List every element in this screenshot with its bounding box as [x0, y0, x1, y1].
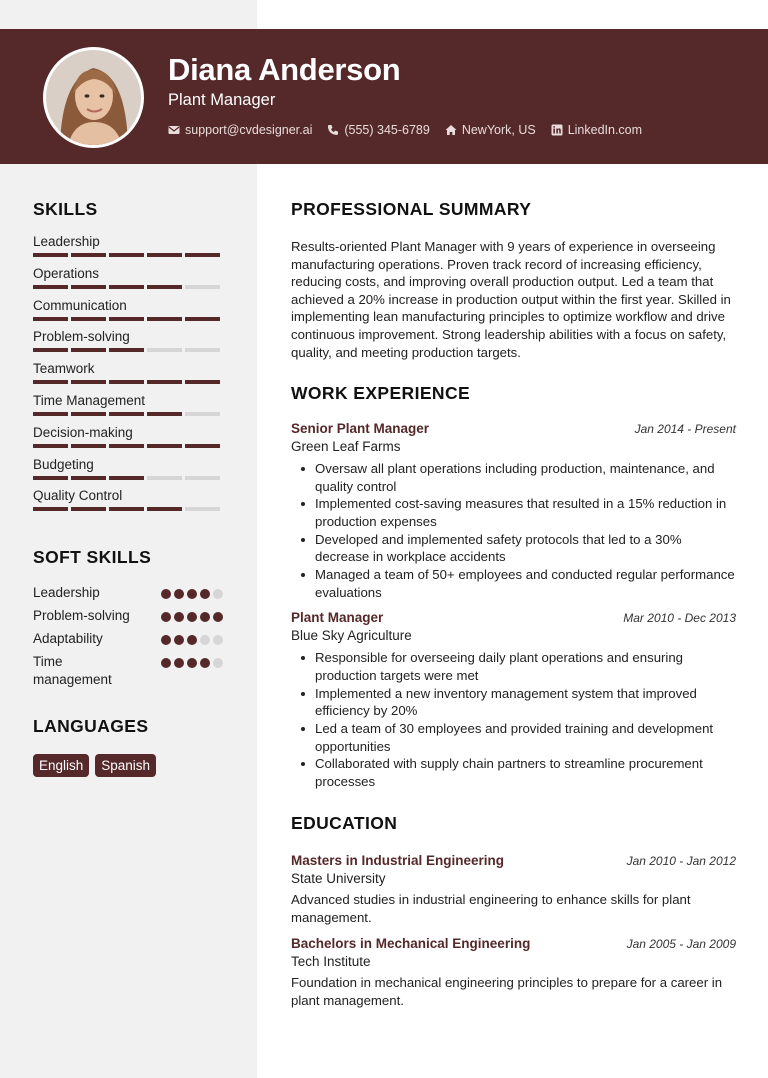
education-description: Foundation in mechanical engineering principles to prepare for a career in plant management. — [291, 975, 723, 1008]
rating-dot — [187, 658, 197, 668]
skill-level-segment — [109, 380, 144, 384]
job-bullet: Oversaw all plant operations including production, maintenance, and quality control — [291, 460, 736, 495]
skill-level-segment — [185, 253, 220, 257]
education-section — [291, 813, 736, 1009]
skill-level-segment — [109, 476, 144, 480]
skill-level-bars — [33, 380, 223, 384]
skills-section — [33, 199, 223, 520]
skill-item — [33, 488, 223, 520]
skill-level-segment — [147, 253, 182, 257]
experience-title: WORK EXPERIENCE — [291, 383, 471, 403]
skill-level-segment — [33, 476, 68, 480]
rating-dot — [187, 612, 197, 622]
job-bullets — [291, 460, 736, 601]
contact-linkedin-text: LinkedIn.com — [567, 123, 643, 137]
soft-skills-section — [33, 547, 223, 694]
skill-level-segment — [33, 253, 68, 257]
job-entry — [291, 610, 736, 790]
contact-linkedin[interactable] — [551, 123, 642, 137]
phone-icon — [327, 124, 339, 136]
soft-skill-dots — [161, 589, 223, 599]
contact-location — [445, 123, 536, 137]
skill-level-segment — [109, 507, 144, 511]
skill-label: Leadership — [33, 234, 100, 249]
education-date: Jan 2005 - Jan 2009 — [626, 937, 736, 952]
skill-item — [33, 298, 223, 330]
languages-section — [33, 716, 233, 777]
skills-list — [33, 234, 223, 520]
contact-phone-text: (555) 345-6789 — [344, 123, 430, 137]
skill-level-segment — [109, 285, 144, 289]
skill-level-segment — [33, 507, 68, 511]
summary-title: PROFESSIONAL SUMMARY — [291, 199, 532, 219]
skill-level-bars — [33, 444, 223, 448]
skills-title: SKILLS — [33, 199, 98, 219]
skill-level-bars — [33, 412, 223, 416]
soft-skill-label: Adaptability — [33, 631, 103, 646]
skill-item — [33, 361, 223, 393]
soft-skill-label: Time management — [33, 654, 112, 687]
skill-level-segment — [147, 317, 182, 321]
soft-skill-item — [33, 653, 223, 689]
skill-level-segment — [33, 317, 68, 321]
job-bullet: Managed a team of 50+ employees and conducted regular performance evaluations — [291, 566, 736, 601]
skill-level-bars — [33, 507, 223, 511]
job-bullet: Led a team of 30 employees and provided training and development opportunities — [291, 720, 736, 755]
skill-label: Budgeting — [33, 456, 94, 472]
soft-skills-list — [33, 584, 223, 689]
rating-dot — [200, 658, 210, 668]
skill-level-segment — [71, 348, 106, 352]
skill-level-segment — [71, 285, 106, 289]
skill-level-bars — [33, 285, 223, 289]
job-bullet: Responsible for overseeing daily plant operations and ensuring production targets were met — [291, 649, 736, 684]
education-header — [291, 853, 736, 868]
job-bullet: Collaborated with supply chain partners to streamline procurement processes — [291, 755, 736, 790]
home-icon — [445, 124, 457, 136]
skill-level-segment — [185, 380, 220, 384]
skill-level-segment — [147, 380, 182, 384]
skill-level-segment — [33, 444, 68, 448]
skill-level-segment — [185, 444, 220, 448]
education-list — [291, 853, 736, 1009]
skill-level-bars — [33, 476, 223, 480]
skill-label: Time Management — [33, 392, 146, 408]
summary-text: Results-oriented Plant Manager with 9 years of experience in overseeing manufacturing operations. Proven track record of increasing efficiency, reducing costs, and improving overall production output. Led a team that achieved a 20% increase in production output within the first year. Skilled in implementing lean manufacturing principles to optimize workflow and drive continuous improvement. Strong leadership abilities with a focus on safety, quality, and meeting production targets. — [291, 239, 731, 360]
rating-dot — [161, 658, 171, 668]
skill-label: Quality Control — [33, 488, 123, 504]
job-company: Blue Sky Agriculture — [291, 628, 412, 644]
contact-list — [168, 123, 642, 137]
envelope-icon — [168, 124, 180, 136]
skill-level-segment — [109, 348, 144, 352]
profile-photo — [43, 47, 144, 148]
skill-level-segment — [147, 285, 182, 289]
contact-email-text: support@cvdesigner.ai — [185, 123, 313, 137]
job-date: Jan 2014 - Present — [634, 422, 736, 436]
rating-dot — [187, 589, 197, 599]
education-header — [291, 936, 736, 951]
skill-level-segment — [109, 253, 144, 257]
skill-item — [33, 425, 223, 457]
skill-level-segment — [71, 253, 106, 257]
education-description: Advanced studies in industrial engineering to enhance skills for plant management. — [291, 892, 691, 925]
job-bullet: Implemented a new inventory management system that improved efficiency by 20% — [291, 685, 736, 720]
skill-level-segment — [147, 412, 182, 416]
language-badge: Spanish — [95, 754, 156, 777]
rating-dot — [174, 612, 184, 622]
skill-level-segment — [185, 507, 220, 511]
portrait-illustration — [46, 50, 141, 145]
skill-level-segment — [147, 507, 182, 511]
skill-label: Communication — [33, 297, 127, 313]
job-entry — [291, 421, 736, 601]
skill-level-segment — [71, 507, 106, 511]
soft-skill-item — [33, 584, 223, 602]
rating-dot — [213, 589, 223, 599]
summary-section — [291, 199, 736, 361]
skill-level-segment — [147, 476, 182, 480]
skill-level-segment — [109, 317, 144, 321]
skill-label: Decision-making — [33, 424, 133, 440]
skill-item — [33, 329, 223, 361]
skill-item — [33, 393, 223, 425]
candidate-title: Plant Manager — [168, 91, 276, 109]
skill-level-segment — [147, 348, 182, 352]
soft-skill-dots — [161, 612, 223, 622]
skill-level-segment — [71, 476, 106, 480]
skill-level-segment — [185, 476, 220, 480]
rating-dot — [161, 612, 171, 622]
rating-dot — [174, 658, 184, 668]
rating-dot — [213, 612, 223, 622]
rating-dot — [161, 589, 171, 599]
skill-level-segment — [185, 285, 220, 289]
soft-skill-item — [33, 630, 223, 648]
linkedin-icon — [551, 124, 563, 136]
education-degree: Masters in Industrial Engineering — [291, 853, 505, 868]
skill-level-segment — [71, 412, 106, 416]
skill-item — [33, 234, 223, 266]
soft-skill-dots — [161, 635, 223, 645]
education-school: State University — [291, 871, 386, 886]
skill-level-segment — [185, 317, 220, 321]
rating-dot — [161, 635, 171, 645]
skill-level-segment — [109, 412, 144, 416]
skill-level-segment — [185, 348, 220, 352]
languages-list — [33, 754, 233, 777]
skill-level-segment — [71, 380, 106, 384]
skill-level-segment — [33, 348, 68, 352]
rating-dot — [200, 635, 210, 645]
jobs-list — [291, 421, 736, 791]
rating-dot — [200, 589, 210, 599]
skill-item — [33, 266, 223, 298]
candidate-name: Diana Anderson — [168, 52, 401, 87]
skill-item — [33, 457, 223, 489]
experience-section — [291, 383, 736, 791]
rating-dot — [200, 612, 210, 622]
soft-skill-label: Leadership — [33, 585, 100, 600]
skill-level-segment — [33, 380, 68, 384]
education-entry — [291, 936, 736, 1009]
skill-level-bars — [33, 348, 223, 352]
skill-label: Problem-solving — [33, 329, 130, 345]
education-degree: Bachelors in Mechanical Engineering — [291, 936, 531, 952]
job-bullets — [291, 649, 736, 790]
contact-email[interactable] — [168, 123, 312, 137]
rating-dot — [174, 589, 184, 599]
soft-skills-title: SOFT SKILLS — [33, 547, 152, 567]
rating-dot — [213, 658, 223, 668]
education-title: EDUCATION — [291, 813, 398, 833]
job-role: Senior Plant Manager — [291, 421, 430, 436]
skill-level-segment — [33, 285, 68, 289]
languages-title: LANGUAGES — [33, 716, 149, 736]
language-badge: English — [33, 754, 89, 777]
soft-skill-label: Problem-solving — [33, 608, 130, 623]
job-bullet: Implemented cost-saving measures that resulted in a 15% reduction in production expenses — [291, 495, 736, 530]
avatar — [46, 50, 141, 145]
resume-header — [0, 29, 768, 164]
skill-level-segment — [185, 412, 220, 416]
skill-label: Teamwork — [33, 361, 95, 377]
skill-level-segment — [33, 412, 68, 416]
skill-level-segment — [71, 317, 106, 321]
job-bullet: Developed and implemented safety protocols that led to a 30% decrease in workplace accidents — [291, 531, 736, 566]
education-date: Jan 2010 - Jan 2012 — [626, 854, 736, 868]
contact-location-text: NewYork, US — [461, 123, 536, 137]
skill-level-bars — [33, 253, 223, 257]
skill-level-bars — [33, 317, 223, 321]
job-date: Mar 2010 - Dec 2013 — [623, 611, 736, 626]
rating-dot — [187, 635, 197, 645]
soft-skill-dots — [161, 658, 223, 668]
education-school: Tech Institute — [291, 954, 371, 970]
rating-dot — [174, 635, 184, 645]
job-company: Green Leaf Farms — [291, 439, 401, 454]
education-entry — [291, 853, 736, 926]
skill-level-segment — [147, 444, 182, 448]
skill-level-segment — [109, 444, 144, 448]
skill-label: Operations — [33, 265, 100, 281]
job-role: Plant Manager — [291, 610, 384, 626]
job-header — [291, 610, 736, 625]
contact-phone[interactable] — [327, 123, 429, 137]
soft-skill-item — [33, 607, 223, 625]
job-header — [291, 421, 736, 436]
rating-dot — [213, 635, 223, 645]
skill-level-segment — [71, 444, 106, 448]
